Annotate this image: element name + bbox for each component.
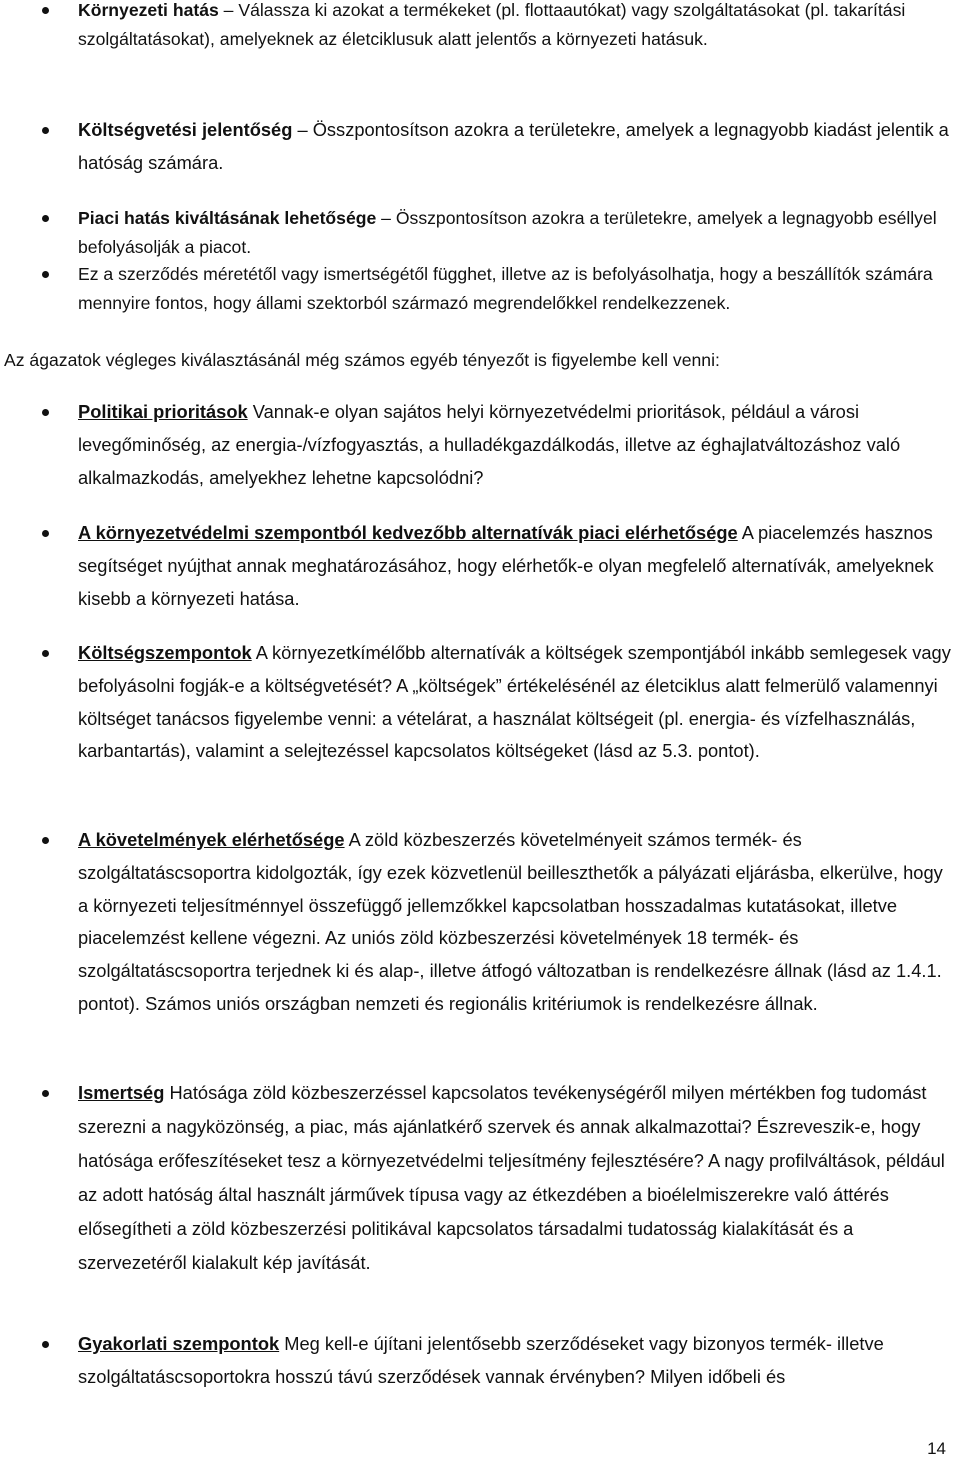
- item-text: Meg kell-e újítani jelentősebb szerződéseket vagy bizonyos termék- illetve szolgáltatáscsoportokra hosszú távú szerződések vannak érvényben? Milyen időbeli és: [78, 1333, 884, 1387]
- item-text: A zöld közbeszerzés követelményeit számos termék- és szolgáltatáscsoportra kidolgozták, így ezek közvetlenül beilleszthetők a pályázati eljárásba, elkerülve, hogy a környezeti teljesítménnyel összefüggő jellemzőkkel kapcsolatban hosszadalmas kutatásokat, illetve piacelemzést kellene végezni. Az uniós zöld közbeszerzési követelmények 18 termék- és szolgáltatáscsoportra terjednek ki és alap-, illetve átfogó változatban is rendelkezésre állnak (lásd az 1.4.1. pontot). Számos uniós országban nemzeti és regionális kritériumok is rendelkezésre állnak.: [78, 829, 943, 1014]
- item-title: Költségszempontok: [78, 642, 252, 663]
- item-title: Környezeti hatás: [78, 0, 219, 20]
- list-item: [78, 260, 954, 318]
- item-text: – Összpontosítson azokra a területekre, amelyek a legnagyobb kiadást jelentik a hatóság számára.: [78, 119, 949, 173]
- list-item: [78, 637, 954, 768]
- item-title: Gyakorlati szempontok: [78, 1333, 280, 1354]
- list-item: [78, 1076, 954, 1280]
- list-item: [78, 1328, 954, 1394]
- item-text: A környezetkímélőbb alternatívák a költségek szempontjából inkább semlegesek vagy befolyásolni fogják-e a költségvetését? A „költségek” értékelésénél az életciklus alatt felmerülő valamennyi költséget tanácsos figyelembe venni: a vételárat, a használat költségeit (pl. energia- és vízfelhasználás, karbantartás), valamint a selejtezéssel kapcsolatos költségeket (lásd az 5.3. pontot).: [78, 642, 951, 762]
- list-item: [78, 396, 954, 494]
- item-text: Ez a szerződés méretétől vagy ismertségétől függhet, illetve az is befolyásolhatja, hogy a beszállítók számára mennyire fontos, hogy állami szektorból származó megrendelőkkel rendelkezzenek.: [78, 264, 933, 313]
- list-item: [78, 114, 954, 180]
- list-item: [78, 0, 954, 54]
- item-title: A követelmények elérhetősége: [78, 829, 345, 850]
- item-text: Vannak-e olyan sajátos helyi környezetvédelmi prioritások, például a városi levegőminőség, az energia-/vízfogyasztás, a hulladékgazdálkodás, illetve az éghajlatváltozáshoz való alkalmazkodás, amelyekhez lehetne kapcsolódni?: [78, 401, 901, 488]
- item-title: Költségvetési jelentőség: [78, 119, 293, 140]
- item-title: A környezetvédelmi szempontból kedvezőbb alternatívák piaci elérhetősége: [78, 522, 738, 543]
- item-text: A piacelemzés hasznos segítséget nyújthat annak meghatározásához, hogy elérhetők-e olyan megfelelő alternatívák, amelyeknek kisebb a környezeti hatása.: [78, 522, 934, 609]
- item-title: Ismertség: [78, 1082, 165, 1103]
- item-title: Piaci hatás kiváltásának lehetősége: [78, 208, 377, 228]
- item-text: Hatósága zöld közbeszerzéssel kapcsolatos tevékenységéről milyen mértékben fog tudomást szerezni a nagyközönség, a piac, más ajánlatkérő szervek és annak alkalmazottai? Észreveszik-e, hogy hatósága erőfeszítéseket tesz a környezetvédelmi teljesítmény fejlesztésére? A nagy profilváltások, például az adott hatóság által használt járművek típusa vagy az étkezdében a bioélelmiszerekre való áttérés elősegítheti a zöld közbeszerzési politikával kapcsolatos társadalmi tudatosság kialakítását és a szervezetéről kialakult kép javítását.: [78, 1082, 945, 1273]
- list-item: [78, 204, 954, 262]
- page-number: 14: [927, 1439, 946, 1458]
- item-text: – Összpontosítson azokra a területekre, amelyek a legnagyobb eséllyel befolyásolják a piacot.: [78, 208, 937, 257]
- list-item: [78, 824, 954, 1021]
- intro-paragraph: Az ágazatok végleges kiválasztásánál még számos egyéb tényezőt is figyelembe kell venni:: [4, 350, 720, 370]
- list-item: [78, 517, 954, 615]
- item-text: – Válassza ki azokat a termékeket (pl. flottaautókat) vagy szolgáltatásokat (pl. takarítási szolgáltatásokat), amelyeknek az életciklusuk alatt jelentős a környezeti hatásuk.: [78, 0, 906, 49]
- item-title: Politikai prioritások: [78, 401, 248, 422]
